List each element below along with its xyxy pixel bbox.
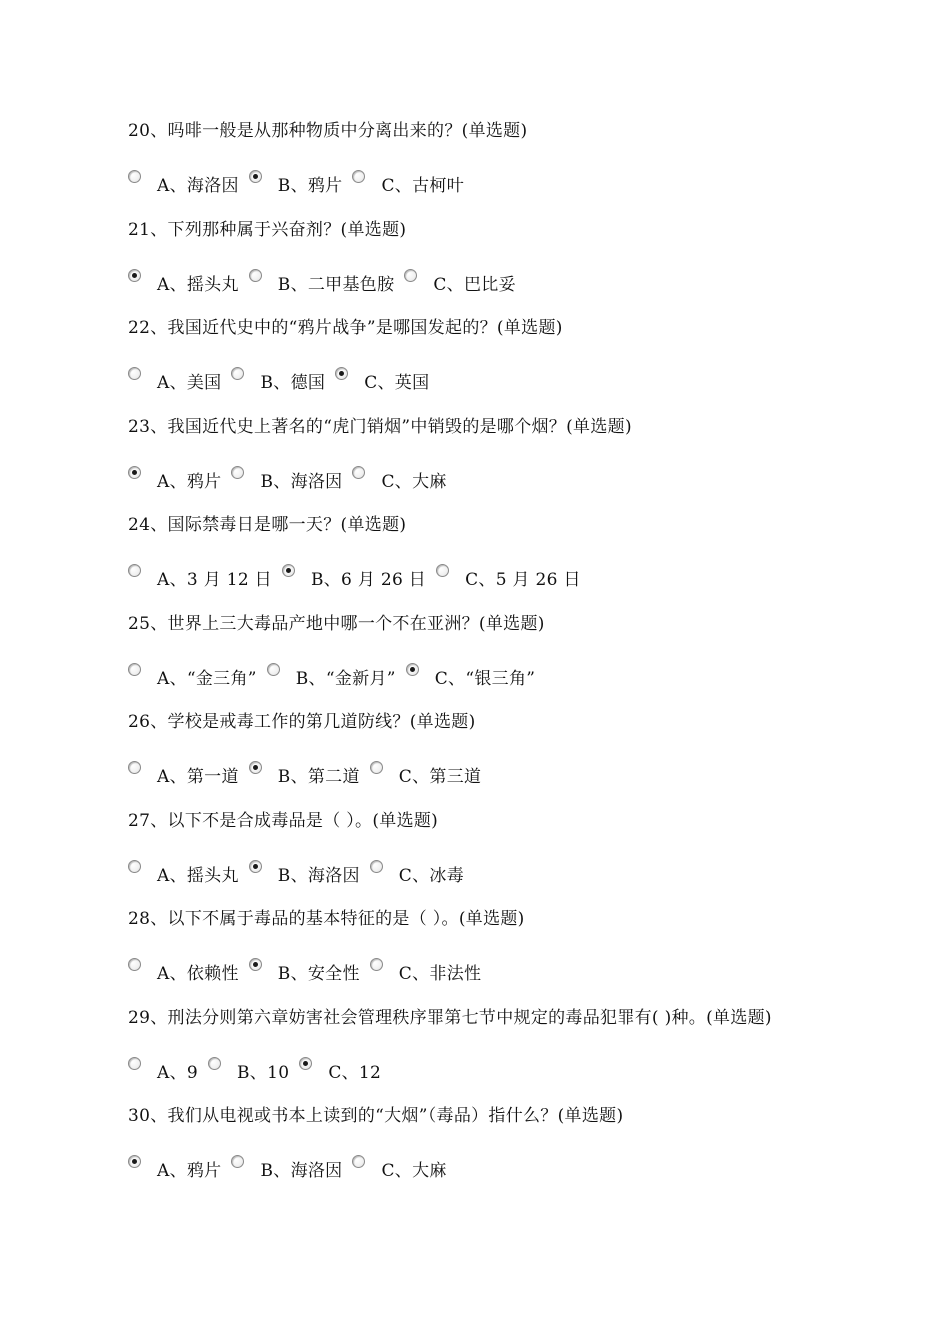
question-26 [128,709,928,808]
question-27 [128,808,928,907]
option-b[interactable] [249,856,360,886]
question-text: 24、国际禁毒日是哪一天？(单选题) [128,515,407,535]
option-group [128,1151,457,1183]
question-20 [128,118,928,217]
option-c[interactable] [436,560,581,590]
option-group [128,166,474,198]
radio-button[interactable] [370,958,383,971]
option-label: A、海洛因 [157,176,239,196]
radio-button[interactable] [208,1057,221,1070]
option-a[interactable] [128,560,272,590]
option-c[interactable] [406,659,536,689]
option-label: C、大麻 [381,471,447,492]
option-b[interactable] [208,1053,289,1083]
option-c[interactable] [404,265,516,295]
radio-button[interactable] [128,170,141,183]
option-label: A、摇头丸 [157,274,239,295]
radio-button-selected[interactable] [335,367,348,380]
option-c[interactable] [352,1151,446,1181]
radio-button-selected[interactable] [128,1155,141,1168]
option-a[interactable] [128,265,239,295]
option-b[interactable] [267,659,396,689]
option-b[interactable] [249,166,343,196]
question-21 [128,217,928,316]
option-label: B、德国 [260,373,326,393]
question-29 [128,1005,928,1104]
option-c[interactable] [370,856,464,886]
option-b[interactable] [231,363,325,393]
radio-button-selected[interactable] [249,958,262,971]
radio-button-selected[interactable] [249,170,262,183]
radio-button-selected[interactable] [249,860,262,873]
option-b[interactable] [282,560,426,590]
option-a[interactable] [128,462,221,492]
option-label: C、冰毒 [398,865,464,886]
question-23 [128,414,928,513]
question-28 [128,906,928,1005]
option-c[interactable] [299,1053,381,1083]
question-text: 21、下列那种属于兴奋剂？(单选题) [128,219,407,240]
option-group [128,560,591,592]
option-a[interactable] [128,757,239,787]
radio-button[interactable] [404,269,417,282]
option-group [128,954,491,986]
option-group [128,659,545,691]
option-label: B、海洛因 [277,865,360,886]
option-label: C、“银三角” [434,668,536,689]
option-label: B、“金新月” [295,668,396,689]
option-label: C、英国 [364,373,430,393]
radio-button[interactable] [128,663,141,676]
option-a[interactable] [128,954,239,984]
radio-button[interactable] [231,466,244,479]
option-label: A、鸦片 [157,471,222,492]
option-c[interactable] [335,363,429,393]
question-text: 30、我们从电视或书本上读到的“大烟”（毒品）指什么？(单选题) [128,1106,624,1126]
option-label: A、摇头丸 [157,865,239,886]
option-b[interactable] [249,954,360,984]
radio-button-selected[interactable] [406,663,419,676]
radio-button[interactable] [370,761,383,774]
question-text: 27、以下不是合成毒品是（ ）。(单选题) [128,810,439,831]
option-label: A、鸦片 [157,1161,222,1181]
quiz-page [128,118,928,1202]
radio-button[interactable] [352,466,365,479]
question-text: 23、我国近代史上著名的“虎门销烟”中销毁的是哪个烟？(单选题) [128,416,632,437]
option-label: B、安全性 [277,964,360,984]
option-label: C、12 [328,1062,382,1083]
option-label: A、美国 [157,373,222,393]
option-label: B、海洛因 [260,471,343,492]
option-b[interactable] [249,757,360,787]
radio-button[interactable] [267,663,280,676]
question-text: 28、以下不属于毒品的基本特征的是（ ）。(单选题) [128,909,525,929]
option-group [128,265,526,297]
option-label: C、5 月 26 日 [465,570,581,590]
option-label: C、非法性 [398,964,482,984]
question-text: 20、吗啡一般是从那种物质中分离出来的？(单选题) [128,121,528,141]
option-label: A、3 月 12 日 [157,570,272,590]
radio-button[interactable] [436,564,449,577]
option-group [128,363,439,395]
question-text: 29、刑法分则第六章妨害社会管理秩序罪第七节中规定的毒品犯罪有( )种。(单选题) [128,1007,772,1028]
radio-button[interactable] [352,170,365,183]
radio-button[interactable] [128,1057,141,1070]
radio-button-selected[interactable] [299,1057,312,1070]
option-a[interactable] [128,659,257,689]
question-text: 25、世界上三大毒品产地中哪一个不在亚洲？(单选题) [128,613,545,634]
radio-button-selected[interactable] [249,761,262,774]
option-label: B、海洛因 [260,1161,343,1181]
option-group [128,462,457,494]
option-group [128,757,491,789]
option-label: C、古柯叶 [381,176,464,196]
option-group [128,1053,391,1085]
option-label: C、巴比妥 [433,274,516,295]
option-c[interactable] [370,757,482,787]
option-a[interactable] [128,856,239,886]
radio-button[interactable] [128,367,141,380]
option-label: A、第一道 [157,767,239,787]
radio-button-selected[interactable] [282,564,295,577]
option-label: B、鸦片 [277,176,343,196]
option-label: B、6 月 26 日 [310,570,427,590]
option-b[interactable] [231,1151,342,1181]
radio-button-selected[interactable] [128,269,141,282]
option-label: C、第三道 [398,767,482,787]
radio-button[interactable] [128,958,141,971]
option-a[interactable] [128,1053,198,1083]
question-25 [128,611,928,710]
radio-button-selected[interactable] [128,466,141,479]
option-c[interactable] [370,954,482,984]
question-30 [128,1103,928,1202]
option-b[interactable] [249,265,395,295]
question-text: 22、我国近代史中的“鸦片战争”是哪国发起的？(单选题) [128,318,563,338]
option-group [128,856,474,888]
radio-button[interactable] [128,761,141,774]
radio-button[interactable] [128,860,141,873]
radio-button[interactable] [231,1155,244,1168]
option-label: B、二甲基色胺 [277,274,395,295]
option-label: A、依赖性 [157,964,239,984]
option-a[interactable] [128,1151,221,1181]
option-c[interactable] [352,462,446,492]
option-c[interactable] [352,166,464,196]
option-label: B、10 [237,1062,290,1083]
option-label: A、9 [157,1062,198,1083]
radio-button[interactable] [352,1155,365,1168]
radio-button[interactable] [231,367,244,380]
radio-button[interactable] [128,564,141,577]
question-text: 26、学校是戒毒工作的第几道防线？(单选题) [128,712,476,732]
radio-button[interactable] [249,269,262,282]
option-label: A、“金三角” [157,668,257,689]
question-24 [128,512,928,611]
option-label: B、第二道 [277,767,360,787]
radio-button[interactable] [370,860,383,873]
question-22 [128,315,928,414]
option-a[interactable] [128,166,239,196]
option-label: C、大麻 [381,1161,447,1181]
option-a[interactable] [128,363,221,393]
option-b[interactable] [231,462,342,492]
